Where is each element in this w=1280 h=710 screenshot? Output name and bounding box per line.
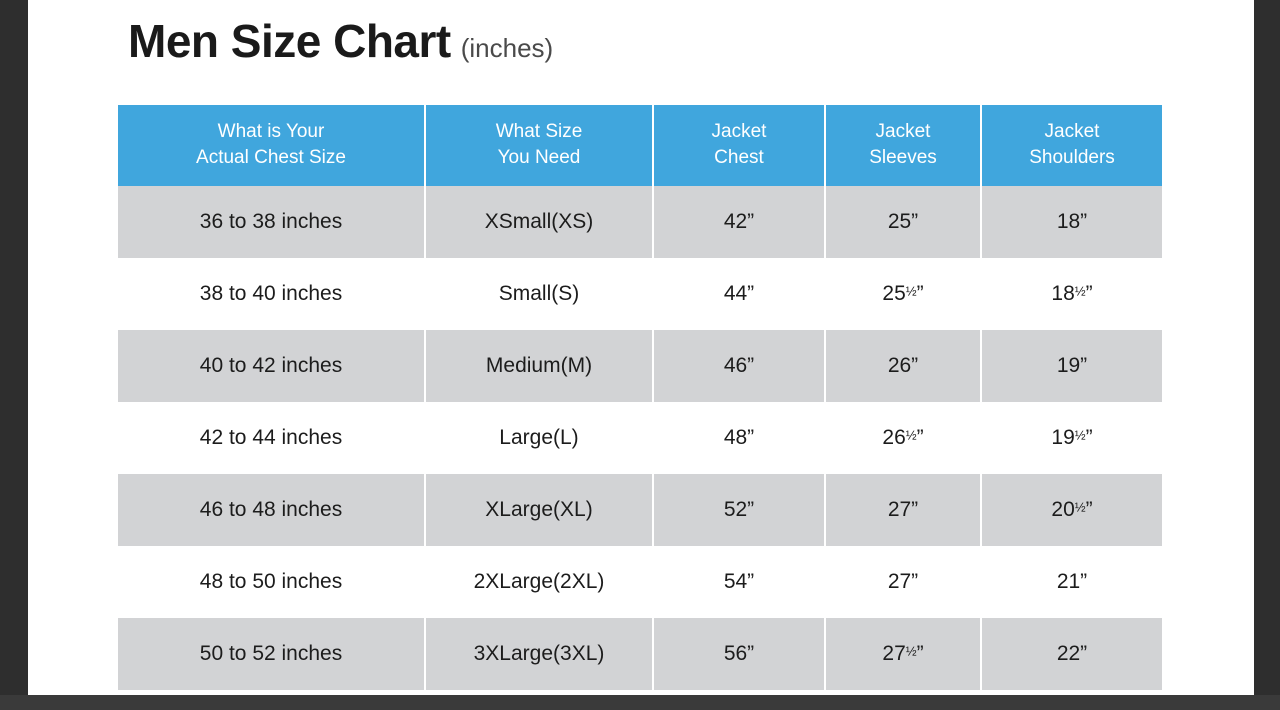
right-letterbox-band (1254, 0, 1280, 710)
cell-size-you-need: XLarge(XL) (426, 474, 654, 546)
page-title-main: Men Size Chart (128, 15, 451, 67)
cell-size-you-need: 2XLarge(2XL) (426, 546, 654, 618)
cell-jacket-shoulders: $18^{\frac{1}{2}}$” (982, 258, 1162, 330)
cell-size-you-need: Large(L) (426, 402, 654, 474)
table-header-row (118, 105, 1162, 186)
column-header-line-1: Jacket (711, 121, 767, 142)
column-header-jacket-sleeves (826, 105, 982, 186)
table-row (118, 258, 1162, 330)
table-header (118, 105, 1162, 186)
column-header-line-1: What Size (495, 121, 583, 142)
slide-canvas (28, 0, 1254, 695)
cell-actual-chest-size: 50 to 52 inches (118, 618, 426, 690)
cell-jacket-chest: 54” (654, 546, 826, 618)
bottom-letterbox-band (0, 695, 1280, 710)
column-header-line-1: What is Your (217, 121, 325, 142)
page-title-unit: (inches) (460, 33, 554, 63)
cell-size-you-need: Small(S) (426, 258, 654, 330)
cell-jacket-sleeves: 26” (826, 330, 982, 402)
column-header-size-you-need (426, 105, 654, 186)
cell-actual-chest-size: 38 to 40 inches (118, 258, 426, 330)
column-header-line-2: You Need (497, 146, 581, 168)
cell-jacket-sleeves: $25^{\frac{1}{2}}$” (826, 258, 982, 330)
column-header-actual-chest-size (118, 105, 426, 186)
table-body (118, 186, 1162, 690)
cell-actual-chest-size: 46 to 48 inches (118, 474, 426, 546)
cell-jacket-sleeves: 25” (826, 186, 982, 258)
cell-jacket-chest: 44” (654, 258, 826, 330)
column-header-line-2: Shoulders (1029, 146, 1115, 168)
cell-jacket-shoulders: 22” (982, 618, 1162, 690)
column-header-line-2: Actual Chest Size (196, 146, 346, 168)
cell-jacket-shoulders: $19^{\frac{1}{2}}$” (982, 402, 1162, 474)
left-letterbox-band (0, 0, 28, 710)
cell-size-you-need: Medium(M) (426, 330, 654, 402)
cell-jacket-chest: 46” (654, 330, 826, 402)
cell-size-you-need: XSmall(XS) (426, 186, 654, 258)
column-header-jacket-shoulders (982, 105, 1162, 186)
column-header-line-1: Jacket (875, 121, 931, 142)
cell-jacket-shoulders: $20^{\frac{1}{2}}$” (982, 474, 1162, 546)
table-row (118, 618, 1162, 690)
cell-jacket-sleeves: 27” (826, 474, 982, 546)
cell-jacket-chest: 48” (654, 402, 826, 474)
cell-jacket-sleeves: $27^{\frac{1}{2}}$” (826, 618, 982, 690)
column-header-line-2: Chest (714, 146, 764, 168)
cell-jacket-sleeves: $26^{\frac{1}{2}}$” (826, 402, 982, 474)
table-row (118, 402, 1162, 474)
column-header-line-2: Sleeves (869, 146, 937, 168)
cell-actual-chest-size: 36 to 38 inches (118, 186, 426, 258)
cell-jacket-chest: 52” (654, 474, 826, 546)
table-row (118, 330, 1162, 402)
table-row (118, 546, 1162, 618)
column-header-jacket-chest (654, 105, 826, 186)
cell-actual-chest-size: 42 to 44 inches (118, 402, 426, 474)
cell-jacket-sleeves: 27” (826, 546, 982, 618)
table-row (118, 186, 1162, 258)
cell-actual-chest-size: 48 to 50 inches (118, 546, 426, 618)
cell-jacket-chest: 42” (654, 186, 826, 258)
size-chart-table (118, 105, 1162, 690)
cell-jacket-shoulders: 21” (982, 546, 1162, 618)
cell-size-you-need: 3XLarge(3XL) (426, 618, 654, 690)
cell-jacket-chest: 56” (654, 618, 826, 690)
page-title (128, 15, 554, 67)
column-header-line-1: Jacket (1044, 121, 1100, 142)
cell-jacket-shoulders: 19” (982, 330, 1162, 402)
table-row (118, 474, 1162, 546)
cell-actual-chest-size: 40 to 42 inches (118, 330, 426, 402)
cell-jacket-shoulders: 18” (982, 186, 1162, 258)
